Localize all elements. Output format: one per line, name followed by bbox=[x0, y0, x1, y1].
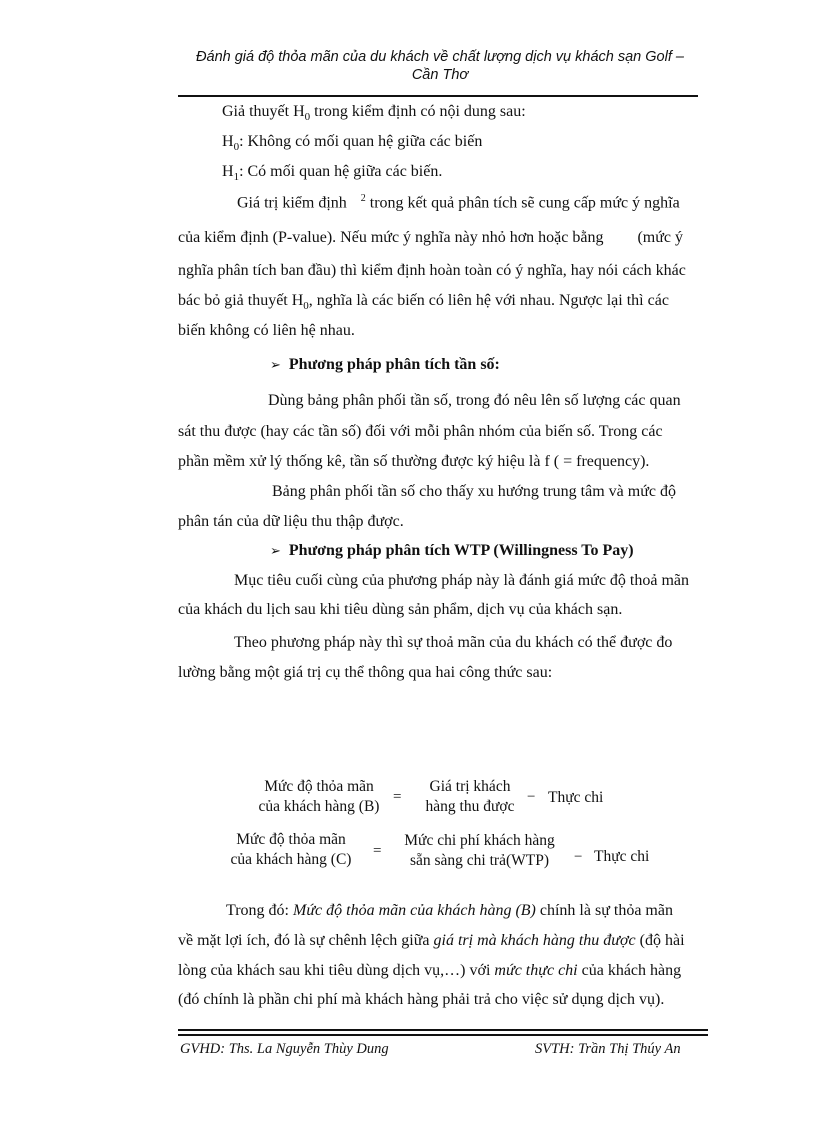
paragraph-line: Dùng bảng phân phối tần số, trong đó nêu lên số lượng các quan bbox=[268, 392, 681, 409]
paragraph-line bbox=[222, 163, 442, 183]
subscript: 0 bbox=[233, 141, 240, 154]
equals-sign: = bbox=[393, 789, 402, 805]
paragraph-line bbox=[226, 902, 673, 920]
footer-supervisor: GVHD: Ths. La Nguyễn Thùy Dung bbox=[180, 1041, 389, 1057]
formula-text: Mức độ thỏa mãn bbox=[236, 831, 346, 848]
italic-text: Mức độ thỏa mãn của khách hàng (B) bbox=[292, 902, 536, 919]
paragraph-line bbox=[222, 133, 482, 153]
text: : Không có mối quan hệ giữa các biến bbox=[239, 133, 483, 150]
section-heading bbox=[270, 542, 634, 560]
paragraph-line: Theo phương pháp này thì sự thoả mãn của du khách có thể được đo bbox=[234, 634, 673, 651]
text: H bbox=[222, 163, 234, 180]
text: về mặt lợi ích, đó là sự chênh lệch giữa bbox=[178, 932, 434, 949]
text: trong kiểm định có nội dung sau: bbox=[310, 103, 526, 120]
arrow-bullet-icon: ➢ bbox=[270, 358, 281, 373]
formula1-mid bbox=[410, 777, 530, 817]
formula1-lhs bbox=[244, 777, 394, 817]
formula2-rhs: Thực chi bbox=[594, 848, 650, 865]
heading-text: Phương pháp phân tích WTP (Willingness To Pay) bbox=[288, 542, 634, 559]
footer-student: SVTH: Trần Thị Thúy An bbox=[535, 1041, 681, 1057]
footer-rule-bottom bbox=[178, 1034, 708, 1036]
paragraph-line bbox=[178, 932, 685, 950]
text: của kiểm định (P-value). Nếu mức ý nghĩa này nhỏ hơn hoặc bằng bbox=[178, 229, 604, 246]
text: H bbox=[222, 133, 234, 150]
subscript: 0 bbox=[303, 300, 309, 313]
formula2-mid bbox=[392, 831, 567, 871]
formula-text: Giá trị khách bbox=[429, 778, 511, 795]
minus-sign: − bbox=[574, 849, 583, 865]
header-rule bbox=[178, 95, 698, 97]
paragraph-line bbox=[178, 292, 669, 312]
paragraph-line: lường bằng một giá trị cụ thể thông qua hai công thức sau: bbox=[178, 664, 553, 681]
paragraph-line: nghĩa phân tích ban đầu) thì kiểm định hoàn toàn có ý nghĩa, hay nói cách khác bbox=[178, 262, 686, 279]
formula-text: của khách hàng (C) bbox=[230, 851, 352, 868]
formula2-lhs bbox=[216, 830, 366, 870]
section-heading bbox=[270, 356, 500, 374]
equals-sign: = bbox=[373, 843, 382, 859]
text: (độ hài bbox=[635, 932, 685, 949]
paragraph-line bbox=[222, 103, 526, 123]
arrow-bullet-icon: ➢ bbox=[270, 544, 281, 559]
text: trong kết quả phân tích sẽ cung cấp mức ý nghĩa bbox=[369, 194, 680, 212]
paragraph-line bbox=[178, 229, 683, 247]
paragraph-line: của khách du lịch sau khi tiêu dùng sản phẩm, dịch vụ của khách sạn. bbox=[178, 601, 623, 618]
formula1-rhs: Thực chi bbox=[548, 789, 604, 806]
paragraph-line: sát thu được (hay các tần số) đối với mỗi phân nhóm của biến số. Trong các bbox=[178, 423, 663, 440]
formula-text: Mức độ thỏa mãn bbox=[264, 778, 374, 795]
text: : Có mối quan hệ giữa các biến. bbox=[239, 163, 443, 180]
subscript: 1 bbox=[233, 171, 240, 184]
text: , nghĩa là các biến có liên hệ với nhau. Ngược lại thì các bbox=[308, 292, 669, 309]
paragraph-line: phần mềm xử lý thống kê, tần số thường được ký hiệu là f ( = frequency). bbox=[178, 453, 650, 470]
superscript: 2 bbox=[360, 193, 366, 204]
text: Giá trị kiểm định bbox=[237, 194, 347, 212]
text: bác bỏ giả thuyết H bbox=[178, 292, 304, 309]
paragraph-line bbox=[237, 193, 680, 212]
paragraph-line: Mục tiêu cuối cùng của phương pháp này là đánh giá mức độ thoả mãn bbox=[234, 572, 690, 589]
formula-text: của khách hàng (B) bbox=[258, 798, 380, 815]
paragraph-line bbox=[178, 962, 681, 980]
text: Trong đó: bbox=[226, 902, 293, 919]
heading-text: Phương pháp phân tích tần số: bbox=[288, 356, 500, 373]
text: của khách hàng bbox=[577, 962, 682, 979]
formula-text: sẵn sàng chi trả(WTP) bbox=[409, 852, 550, 869]
text: (mức ý bbox=[637, 229, 684, 246]
paragraph-line: phân tán của dữ liệu thu thập được. bbox=[178, 513, 404, 530]
italic-text: giá trị mà khách hàng thu được bbox=[433, 932, 636, 949]
paragraph-line: Bảng phân phối tần số cho thấy xu hướng trung tâm và mức độ bbox=[272, 483, 676, 500]
subscript: 0 bbox=[304, 111, 311, 124]
paragraph-line: (đó chính là phần chi phí mà khách hàng phải trả cho việc sử dụng dịch vụ). bbox=[178, 991, 665, 1008]
footer-rule-top bbox=[178, 1029, 708, 1031]
text: chính là sự thỏa mãn bbox=[535, 902, 673, 919]
text: Giả thuyết H bbox=[222, 103, 305, 120]
italic-text: mức thực chi bbox=[494, 962, 578, 979]
formula-text: Mức chi phí khách hàng bbox=[404, 832, 555, 849]
text: lòng của khách sau khi tiêu dùng dịch vụ,…) với bbox=[178, 962, 495, 979]
header-title-line2: Cần Thơ bbox=[411, 67, 469, 83]
paragraph-line: biến không có liên hệ nhau. bbox=[178, 322, 355, 339]
header-title-line1: Đánh giá độ thỏa mãn của du khách về chất lượng dịch vụ khách sạn Golf – bbox=[196, 49, 684, 65]
formula-text: hàng thu được bbox=[425, 798, 515, 815]
minus-sign: − bbox=[527, 789, 536, 805]
